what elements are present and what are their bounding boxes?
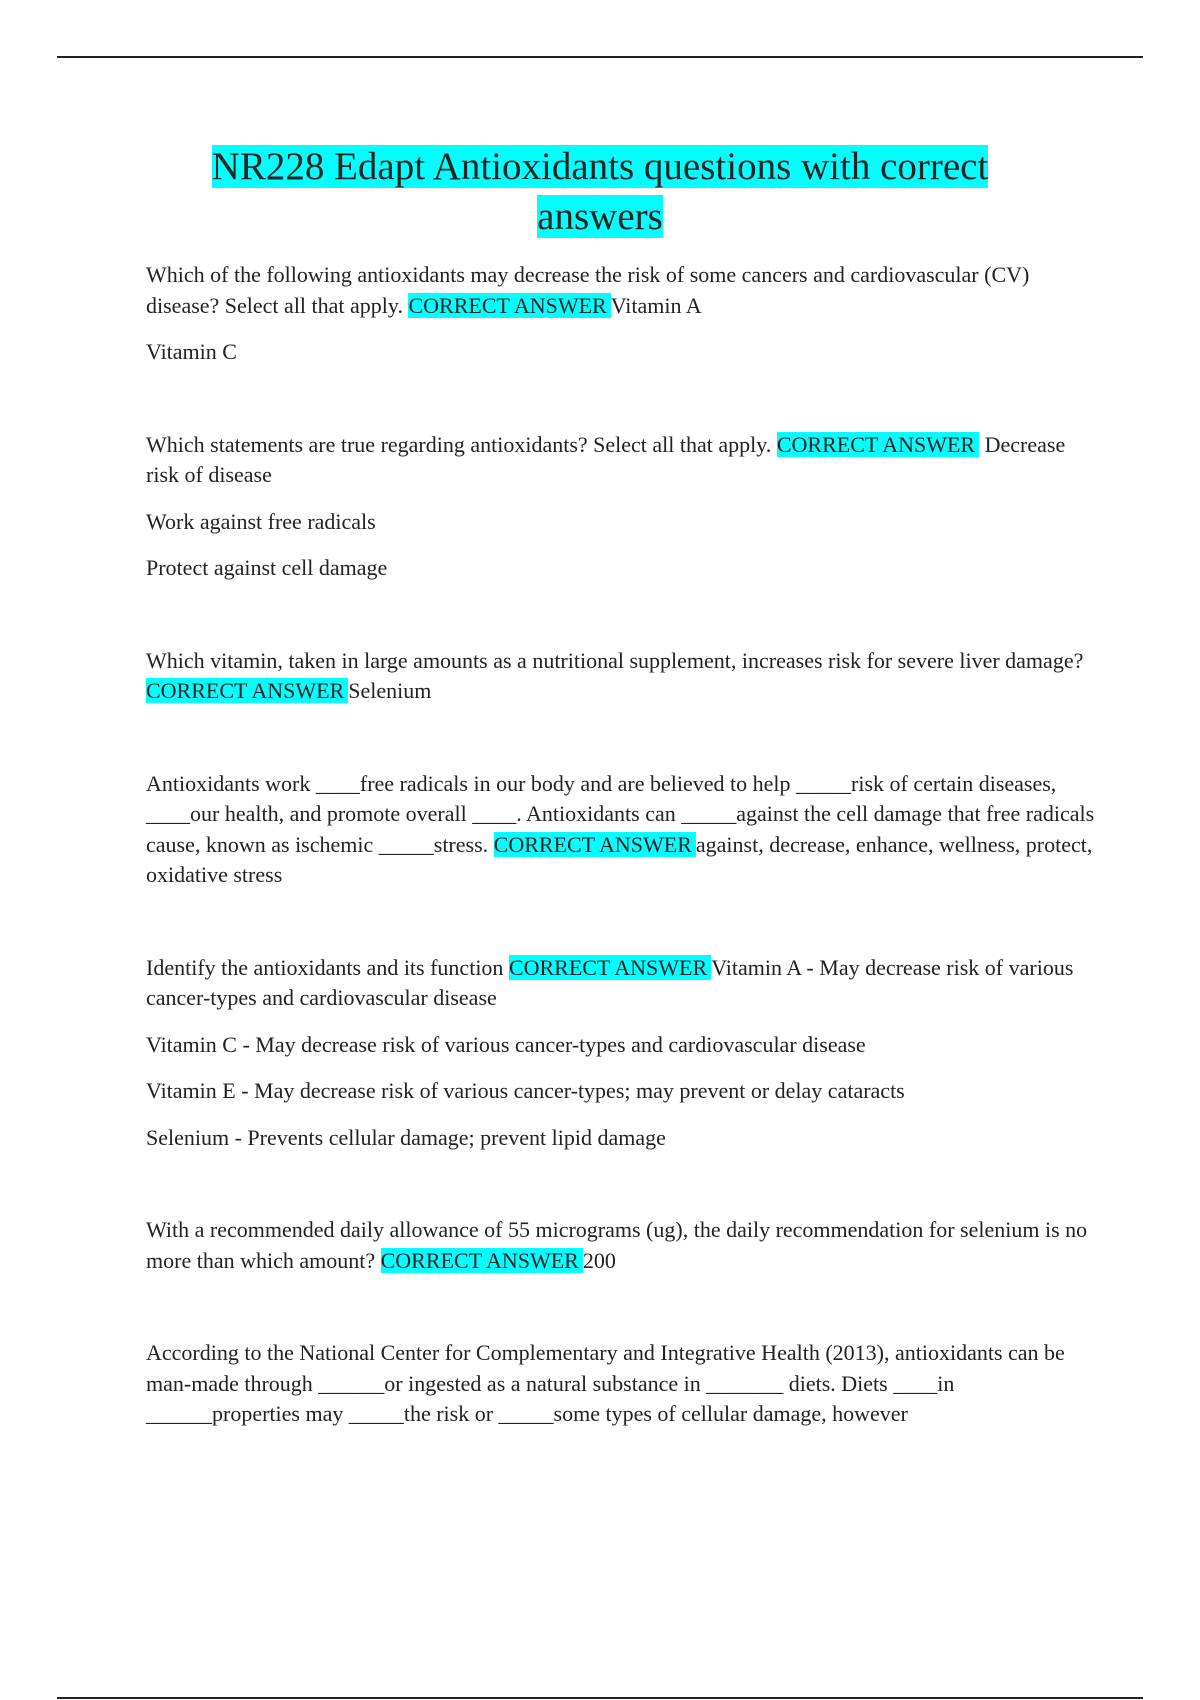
title-line-1: NR228 Edapt Antioxidants questions with correct: [211, 145, 989, 188]
top-rule: [57, 56, 1143, 58]
correct-answer-tag: CORRECT ANSWER: [509, 955, 711, 980]
question-paragraph: [146, 953, 1096, 1014]
answer-extra-line: Work against free radicals: [146, 508, 376, 534]
question-paragraph: [146, 769, 1096, 891]
question-paragraph: [146, 260, 1096, 321]
answer-text: Selenium: [348, 678, 432, 703]
qa-block: [146, 769, 1096, 891]
qa-block-trailing: [146, 1338, 1096, 1430]
qa-block: [146, 430, 1096, 584]
answer-extra-line: Vitamin C - May decrease risk of various cancer-types and cardiovascular disease: [146, 1031, 866, 1057]
qa-block: [146, 260, 1096, 368]
correct-answer-tag: CORRECT ANSWER: [494, 832, 696, 857]
answer-text: Vitamin A - May decrease risk of various cancer-types and cardiovascular disease: [146, 954, 1074, 1010]
qa-block: [146, 1215, 1096, 1276]
answer-extra-line: Vitamin E - May decrease risk of various cancer-types; may prevent or delay cataracts: [146, 1078, 905, 1103]
question-text: Which of the following antioxidants may decrease the risk of some cancers and cardiovascular (CV) disease? Select all that apply.: [146, 262, 1030, 318]
answer-text: Vitamin A: [610, 292, 702, 318]
qa-block: [146, 646, 1096, 707]
correct-answer-tag: CORRECT ANSWER: [381, 1248, 583, 1273]
title-line-2: answers: [537, 195, 663, 238]
answer-extra-line: Protect against cell damage: [146, 555, 388, 580]
question-text: Which statements are true regarding antioxidants? Select all that apply.: [146, 431, 772, 457]
question-text: Antioxidants work ____free radicals in our body and are believed to help _____risk of certain diseases, ____our health, and promote overall ____. Antioxidants can _____against the cell damage that free radicals cause, known as ischemic _____stress.: [146, 770, 1095, 857]
qa-block: [146, 953, 1096, 1154]
question-text: With a recommended daily allowance of 55 micrograms (ug), the daily recommendation for selenium is no more than which amount?: [146, 1217, 1088, 1273]
correct-answer-tag: CORRECT ANSWER: [146, 678, 348, 703]
correct-answer-tag: CORRECT ANSWER: [408, 293, 610, 318]
answer-text: against, decrease, enhance, wellness, protect, oxidative stress: [146, 831, 1093, 887]
qa-content: [146, 260, 1096, 1492]
correct-answer-tag: CORRECT ANSWER: [777, 432, 979, 457]
page-title: [100, 142, 1100, 242]
question-paragraph: [146, 646, 1096, 707]
bottom-rule: [57, 1697, 1143, 1699]
question-paragraph: [146, 430, 1096, 491]
question-text: Which vitamin, taken in large amounts as a nutritional supplement, increases risk for severe liver damage?: [146, 647, 1084, 673]
question-paragraph: [146, 1215, 1096, 1276]
trailing-paragraph: According to the National Center for Complementary and Integrative Health (2013), antioxidants can be man-made through ______or ingested as a natural substance in _______ diets. Diets ____in ______properties may _____the risk or _____some types of cellular damage, however: [146, 1340, 1065, 1426]
answer-extra-line: Vitamin C: [146, 339, 237, 364]
question-text: Identify the antioxidants and its function: [146, 954, 504, 980]
answer-text: Decrease risk of disease: [146, 431, 1066, 487]
answer-extra-line: Selenium - Prevents cellular damage; prevent lipid damage: [146, 1124, 666, 1150]
answer-text: 200: [582, 1247, 616, 1273]
